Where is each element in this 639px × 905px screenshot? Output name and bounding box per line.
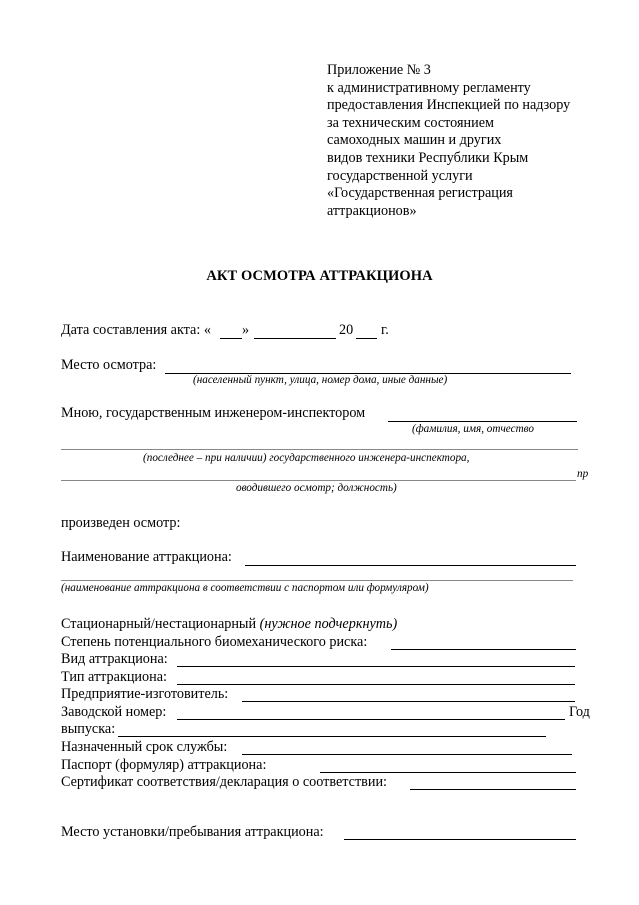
attraction-name-field[interactable] <box>245 565 576 566</box>
certificate-field[interactable] <box>410 789 576 790</box>
year-word: Год <box>569 704 590 720</box>
annex-line: «Государственная регистрация <box>327 185 513 202</box>
attraction-name-label: Наименование аттракциона: <box>61 549 232 565</box>
passport-label: Паспорт (формуляр) аттракциона: <box>61 757 267 773</box>
serial-label: Заводской номер: <box>61 704 167 720</box>
stationary-hint: (нужное подчеркнуть) <box>259 616 398 632</box>
performed-text: произведен осмотр: <box>61 515 181 531</box>
certificate-label: Сертификат соответствия/декларация о соответствии: <box>61 774 387 790</box>
place-hint: (населенный пункт, улица, номер дома, иные данные) <box>193 374 448 386</box>
inspector-hint-1: (фамилия, имя, отчество <box>412 423 534 435</box>
risk-field[interactable] <box>391 649 576 650</box>
date-label: Дата составления акта: « <box>61 322 211 338</box>
annex-line: к административному регламенту <box>327 79 531 96</box>
location-field[interactable] <box>344 839 576 840</box>
inspector-name-field[interactable] <box>388 421 577 422</box>
kind-label: Вид аттракциона: <box>61 651 168 667</box>
stationary-text: Стационарный/нестационарный <box>61 616 257 632</box>
inspector-line-3[interactable] <box>61 480 576 481</box>
service-field[interactable] <box>242 754 572 755</box>
serial-field[interactable] <box>177 719 565 720</box>
place-label: Место осмотра: <box>61 357 157 373</box>
annex-line: самоходных машин и других <box>327 132 502 149</box>
inspector-line-2[interactable] <box>61 449 578 450</box>
date-year-suffix: г. <box>381 322 389 338</box>
date-quote-close: » <box>242 322 250 338</box>
stationary-label <box>61 616 397 633</box>
date-year-prefix: 20 <box>339 322 354 338</box>
attraction-name-hint: (наименование аттракциона в соответствии с паспортом или формуляром) <box>61 582 429 594</box>
date-month-field[interactable] <box>254 338 336 339</box>
type-field[interactable] <box>177 684 575 685</box>
passport-field[interactable] <box>320 772 576 773</box>
date-year-field[interactable] <box>356 338 377 339</box>
annex-line: государственной услуги <box>327 167 473 184</box>
annex-line: Приложение № 3 <box>327 62 431 78</box>
service-label: Назначенный срок службы: <box>61 739 228 755</box>
type-label: Тип аттракциона: <box>61 669 167 685</box>
annex-line: видов техники Республики Крым <box>327 149 529 166</box>
annex-line: аттракционов» <box>327 202 417 219</box>
document-title: АКТ ОСМОТРА АТТРАКЦИОНА <box>206 268 433 284</box>
release-field[interactable] <box>118 736 546 737</box>
annex-block <box>327 62 570 220</box>
annex-line: за техническим состоянием <box>327 114 494 131</box>
inspector-label: Мною, государственным инженером-инспектором <box>61 405 366 421</box>
maker-field[interactable] <box>242 701 575 702</box>
attraction-name-line-2[interactable] <box>61 580 573 581</box>
location-label: Место установки/пребывания аттракциона: <box>61 824 324 840</box>
inspector-hint-2: (последнее – при наличии) государственного инженера-инспектора, <box>143 452 470 464</box>
annex-line: предоставления Инспекцией по надзору <box>327 97 571 114</box>
maker-label: Предприятие-изготовитель: <box>61 686 229 702</box>
inspector-hint-tail: пр <box>577 468 589 480</box>
inspector-hint-3: оводившего осмотр; должность) <box>236 482 397 494</box>
date-day-field[interactable] <box>220 338 242 339</box>
release-label: выпуска: <box>61 721 116 737</box>
kind-field[interactable] <box>177 666 575 667</box>
risk-label: Степень потенциального биомеханического риска: <box>61 634 368 650</box>
